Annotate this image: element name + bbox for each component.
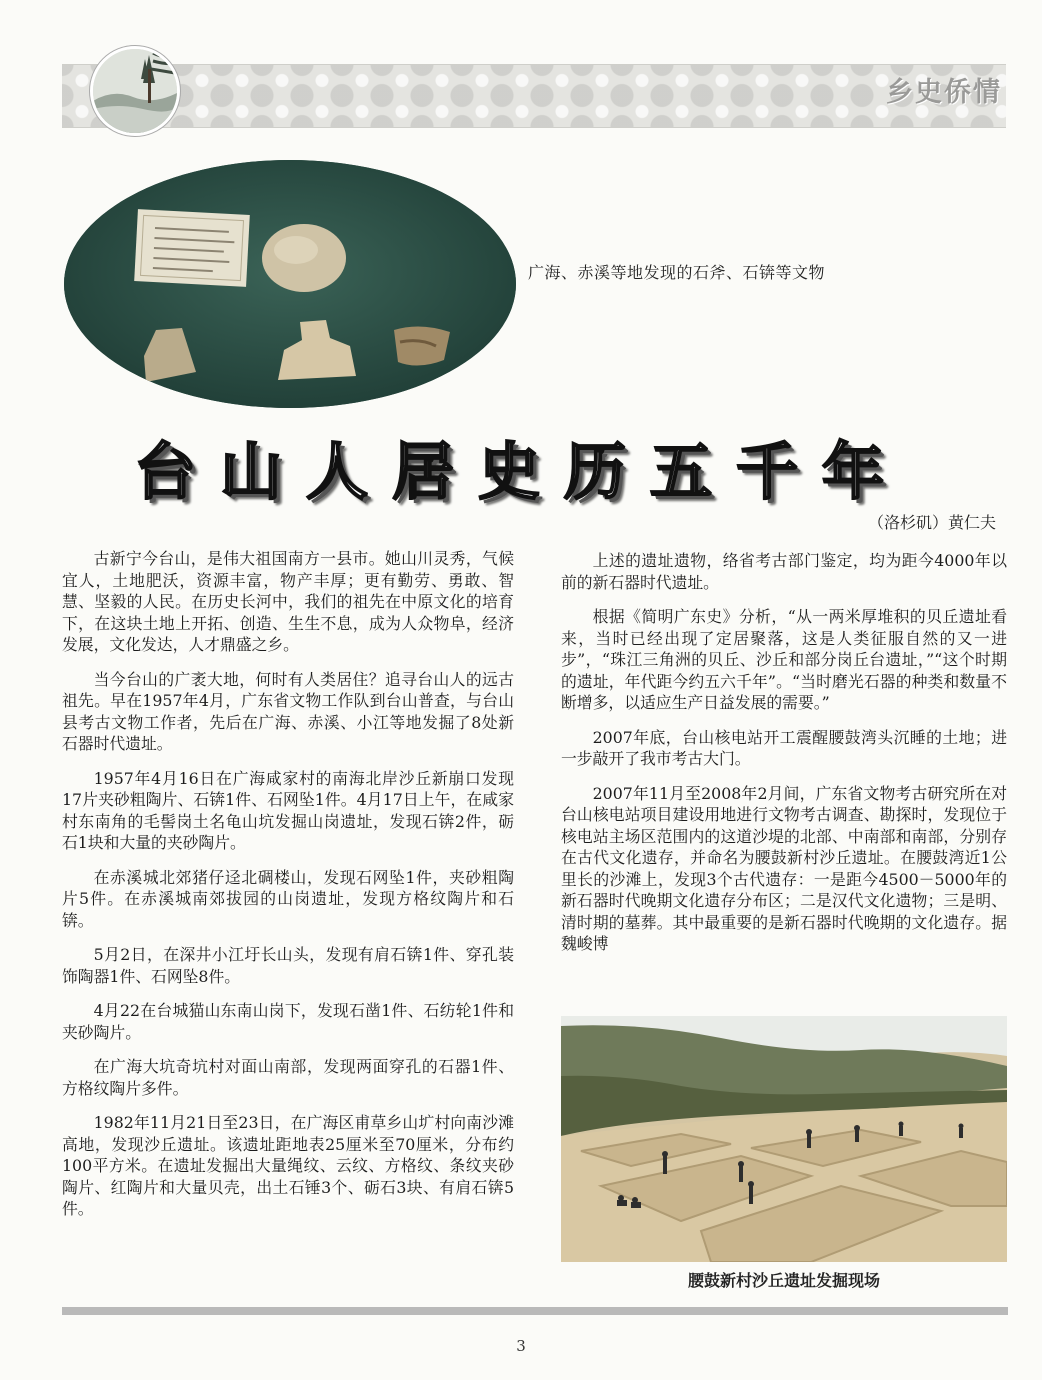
paragraph: 2007年11月至2008年2月间，广东省文物考古研究所在对台山核电站项目建设用地进行文物考古调查、勘探时，发现位于核电站主场区范围内的这道沙堤的北部、中南部和南部，分别存在古代文化遗存，并命名为腰鼓新村沙丘遗址。在腰鼓湾近1公里长的沙滩上，发现3个古代遗存：一是距今4500－5000年的新石器时代晚期文化遗存分布区；二是汉代文化遗物；三是明、清时期的墓葬。其中最重要的是新石器时代晚期的文化遗存。据魏峻博 bbox=[561, 783, 1007, 953]
paragraph: 古新宁今台山，是伟大祖国南方一县市。她山川灵秀，气候宜人，土地肥沃，资源丰富，物产丰厚；更有勤劳、勇敢、智慧、坚毅的人民。在历史长河中，我们的祖先在中原文化的培育下，在这块土地上开拓、创造、生生不息，成为人众物阜，经济发展，文化发达，人才鼎盛之乡。 bbox=[62, 549, 514, 654]
footer-rule bbox=[62, 1307, 1008, 1315]
landscape-medallion bbox=[90, 46, 180, 136]
article-title: 台山人居史历五千年 bbox=[133, 435, 908, 508]
header-decorative-band bbox=[62, 64, 1006, 128]
paragraph: 上述的遗址遗物，络省考古部门鉴定，均为距今4000年以前的新石器时代遗址。 bbox=[561, 551, 1007, 592]
excavation-photo-caption: 腰鼓新村沙丘遗址发掘现场 bbox=[687, 1271, 880, 1290]
paragraph: 在广海大坑奇坑村对面山南部，发现两面穿孔的石器1件、方格纹陶片多件。 bbox=[62, 1057, 514, 1098]
page-number: 3 bbox=[516, 1337, 526, 1355]
paragraph: 5月2日，在深井小江圩长山头，发现有肩石锛1件、穿孔装饰陶器1件、石网坠8件。 bbox=[62, 945, 514, 986]
paragraph: 在赤溪城北郊猪仔迳北碉楼山，发现石网坠1件，夹砂粗陶片5件。在赤溪城南郊拔园的山岗遗址，发现方格纹陶片和石锛。 bbox=[62, 867, 514, 930]
article-left-column bbox=[62, 548, 514, 1233]
paragraph: 根据《简明广东史》分析，“从一两米厚堆积的贝丘遗址看来，当时已经出现了定居聚落，这是人类征服自然的又一进步”，“珠江三角洲的贝丘、沙丘和部分岗丘台遗址，”“这个时期的遗址，年代距今约五六千年”。“当时磨光石器的种类和数量不断增多，以适应生产日益发展的需要。” bbox=[561, 607, 1007, 712]
section-title: 乡史侨情 bbox=[886, 77, 1002, 108]
excavation-site-photo bbox=[561, 1016, 1007, 1262]
paragraph: 1957年4月16日在广海咸家村的南海北岸沙丘新崩口发现17片夹砂粗陶片、石锛1件、石网坠1件。4月17日上午，在咸家村东南角的毛髻岗土名龟山坑发掘山岗遗址，发现石锛2件，砺石1块和大量的夹砂陶片。 bbox=[62, 768, 514, 852]
article-right-column bbox=[561, 550, 1007, 968]
artifacts-photo-caption: 广海、赤溪等地发现的石斧、石锛等文物 bbox=[528, 263, 826, 282]
paragraph: 2007年底，台山核电站开工震醒腰鼓湾头沉睡的土地；进一步敲开了我市考古大门。 bbox=[561, 727, 1007, 768]
artifacts-photo bbox=[64, 160, 516, 408]
article-byline: （洛杉矶）黄仁夫 bbox=[867, 513, 996, 532]
paragraph: 4月22在台城猫山东南山岗下，发现石凿1件、石纺轮1件和夹砂陶片。 bbox=[62, 1001, 514, 1042]
paragraph: 1982年11月21日至23日，在广海区甫草乡山圹村向南沙滩高地，发现沙丘遗址。该遗址距地表25厘米至70厘米，分布约100平方米。在遗址发掘出大量绳纹、云纹、方格纹、条纹夹砂陶片、红陶片和大量贝壳，出土石锤3个、砺石3块、有肩石锛5件。 bbox=[62, 1113, 514, 1218]
paragraph: 当今台山的广袤大地，何时有人类居住？追寻台山人的远古祖先。早在1957年4月，广东省文物工作队到台山普查，与台山县考古文物工作者，先后在广海、赤溪、小江等地发掘了8处新石器时代遗址。 bbox=[62, 669, 514, 753]
